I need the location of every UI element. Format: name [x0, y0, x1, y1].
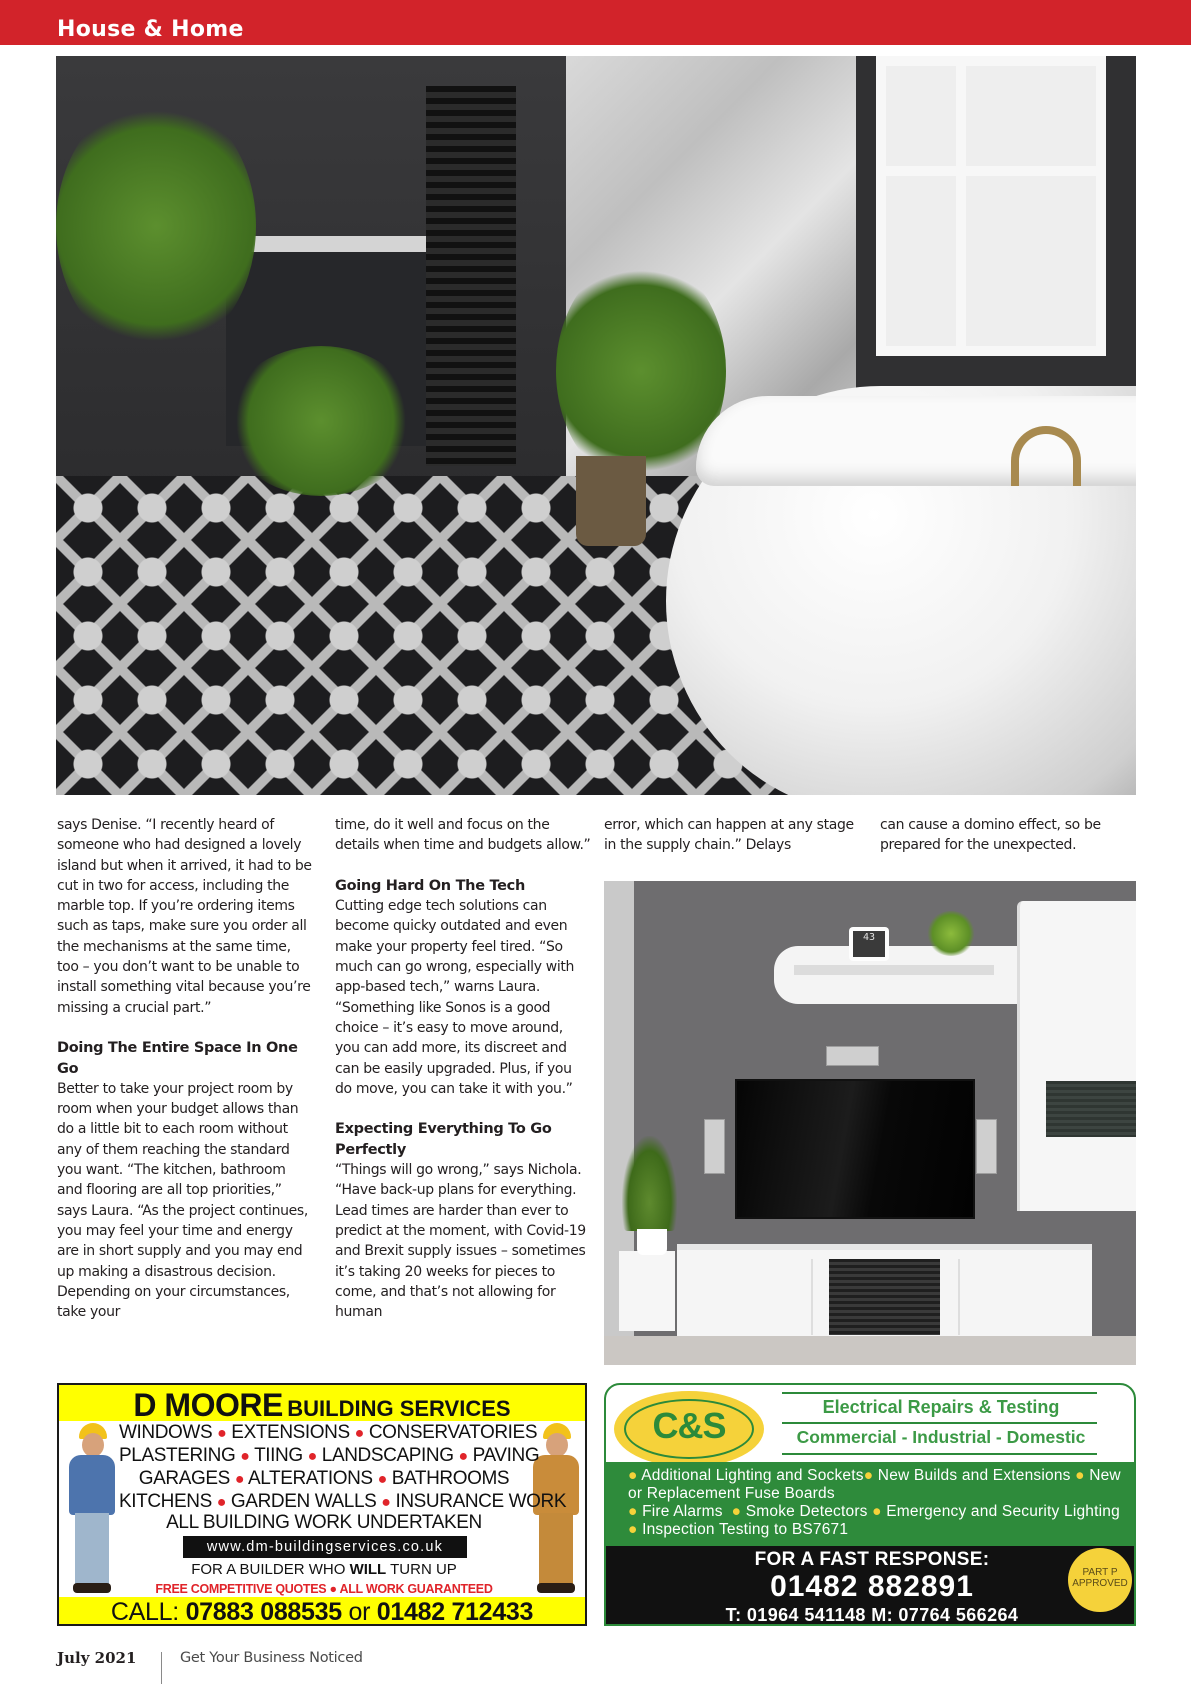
photo-left-speaker — [704, 1119, 725, 1174]
dmoore-phone-numbers[interactable]: CALL: 07883 088535 or 01482 712433 — [59, 1597, 585, 1626]
photo-television — [735, 1079, 975, 1219]
dmoore-guarantee: FREE COMPETITIVE QUOTES ● ALL WORK GUARANTEED — [155, 1582, 493, 1596]
footer-divider — [161, 1652, 162, 1684]
photo-shelf-plant — [926, 911, 976, 956]
footer-issue-date: July 2021 — [57, 1649, 137, 1667]
photo-snake-plant — [622, 1136, 677, 1231]
living-room-tv-photo — [604, 881, 1136, 1365]
cs-main-phone[interactable]: 01482 882891 — [770, 1570, 974, 1603]
photo-floating-shelf — [774, 946, 1019, 1004]
article-paragraph: Better to take your project room by room when your budget allows than do a little bit to each room without any of them reaching the standard you want. “The kitchen, bathroom and flooring are all top priorities,” says Laura. “As the project continues, you may feel your time and energy are in short supply and you may end up making a disastrous decision. Depending on your circumstances, take your — [57, 1080, 308, 1321]
bathroom-photo — [56, 56, 1136, 795]
article-column-2 — [335, 815, 591, 1322]
dmoore-building-advert[interactable] — [57, 1383, 587, 1626]
cs-electrical-advert[interactable] — [604, 1383, 1136, 1626]
article-paragraph: “Things will go wrong,” says Nichola. “Have back-up plans for everything. Lead times are harder than ever to predict at the moment, with Covid-19 and Brexit supply issues – sometimes it’s taking 20 weeks for pieces to come, and that’s not allowing for human — [335, 1162, 586, 1321]
dmoore-undertaken: ALL BUILDING WORK UNDERTAKEN — [166, 1512, 482, 1533]
photo-side-table — [619, 1251, 675, 1331]
article-column-1 — [57, 815, 313, 1322]
photo-centre-speaker — [826, 1046, 879, 1066]
photo-right-speaker — [976, 1119, 997, 1174]
cs-secondary-phones[interactable]: T: 01964 541148 M: 07764 566264 — [725, 1605, 1019, 1625]
footer-tagline: Get Your Business Noticed — [180, 1650, 363, 1666]
photo-towel-radiator — [426, 86, 516, 466]
article-paragraph: time, do it well and focus on the details when time and budgets allow.” — [335, 817, 591, 854]
article-paragraph: says Denise. “I recently heard of someone who had designed a lovely island but when it arrived, it had to be cut in two for access, including the marble top. If you’re ordering items such as taps, make sure you order all the mechanisms at the same time, too – you don’t want to be unable to install something vital because you’re missing a crucial part.” — [57, 817, 312, 1016]
photo-window — [876, 56, 1106, 356]
dmoore-website-link[interactable]: www.dm-buildingservices.co.uk — [183, 1536, 467, 1558]
part-p-approved-badge: PART P APPROVED — [1068, 1548, 1132, 1612]
article-paragraph: Cutting edge tech solutions can become quicky outdated and even make your property feel tired. “So much can go wrong, especially with app-based tech,” warns Laura. “Something like Sonos is a good choice – it’s easy to move around, you can add more, its discreet and can be easily upgraded. Plus, if you do move, you can take it with you.” — [335, 898, 575, 1097]
photo-hanging-plant — [56, 96, 256, 356]
dmoore-services-list: WINDOWS ● EXTENSIONS ● CONSERVATORIES PLASTERING ● TIING ● LANDSCAPING ● PAVING GARAGES ● ALTERATIONS ● BATHROOMS KITCHENS ● GARDEN WALLS ● INSURANCE WORK — [119, 1422, 567, 1512]
article-paragraph: can cause a domino effect, so be prepared for the unexpected. — [880, 817, 1101, 854]
photo-clock-display: 43 — [853, 931, 885, 957]
photo-fern — [226, 346, 416, 496]
cs-services-list: ● Additional Lighting and Sockets● New Builds and Extensions ● New or Replacement Fuse Boards ● Fire Alarms ● Smoke Detectors ● Emergency and Security Lighting ● Inspection Testing to BS7671 — [628, 1467, 1121, 1538]
dmoore-company-name: D MOORE BUILDING SERVICES — [133, 1387, 511, 1423]
article-column-3 — [604, 815, 860, 856]
photo-wall-cabinet — [1017, 901, 1136, 1211]
article-subheading: Going Hard On The Tech — [335, 877, 525, 894]
cs-tagline-secondary: Commercial - Industrial - Domestic — [796, 1427, 1086, 1447]
cs-logo-text: C&S — [652, 1405, 726, 1446]
cs-fast-response-label: FOR A FAST RESPONSE: — [754, 1549, 990, 1570]
section-title: House & Home — [57, 17, 244, 42]
article-column-4 — [880, 815, 1136, 856]
article-subheading: Doing The Entire Space In One Go — [57, 1040, 298, 1077]
article-paragraph: error, which can happen at any stage in the supply chain.” Delays — [604, 817, 854, 854]
article-subheading: Expecting Everything To Go Perfectly — [335, 1121, 552, 1158]
cs-tagline-primary: Electrical Repairs & Testing — [822, 1397, 1060, 1417]
dmoore-slogan: FOR A BUILDER WHO WILL TURN UP — [191, 1561, 457, 1578]
photo-basket-pot — [576, 456, 646, 546]
